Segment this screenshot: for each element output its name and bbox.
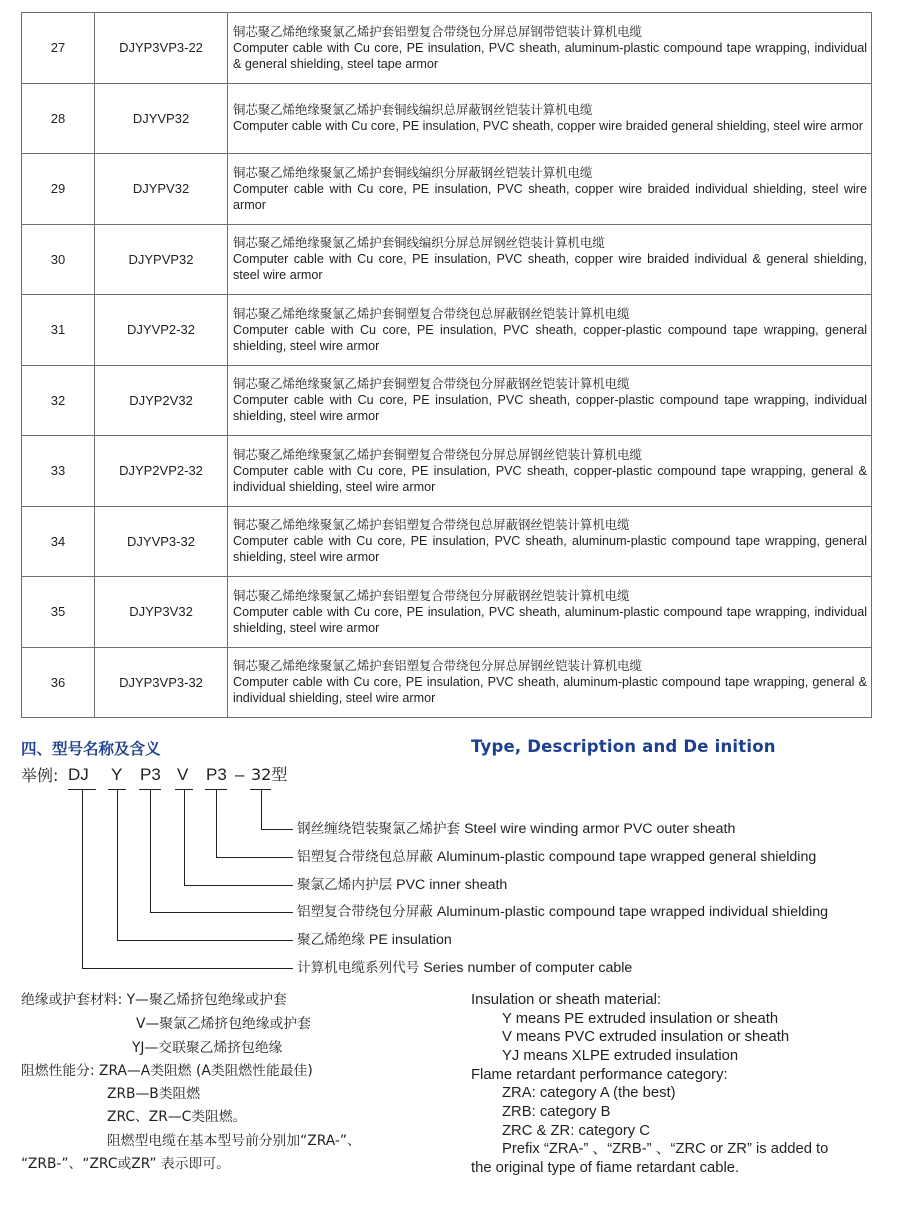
example-part-32: 32型 <box>251 765 288 784</box>
leader-line-4 <box>151 790 294 913</box>
label-individual-shielding: 铝塑复合带绕包分屏蔽 Aluminum-plastic compound tape wrapped individual shielding <box>297 904 829 920</box>
row-description-en: Computer cable with Cu core, PE insulation, PVC sheath, copper-plastic compound tape wrapping, general & individual shielding, steel wire armor <box>233 463 867 494</box>
materials-zh-line-7: 阻燃型电缆在基本型号前分别加“ZRA-”、 <box>107 1133 361 1149</box>
row-number: 36 <box>22 647 95 718</box>
row-number: 32 <box>22 365 95 436</box>
materials-zh-line-6: ZRC、ZR—C类阻燃。 <box>107 1109 247 1125</box>
example-part-dj: DJ <box>68 765 89 784</box>
leader-line-1 <box>262 790 294 830</box>
row-number: 29 <box>22 154 95 225</box>
materials-en-line-6: ZRA: category A (the best) <box>502 1085 676 1101</box>
materials-en-line-3: V means PVC extruded insulation or sheath <box>502 1029 790 1045</box>
materials-en-line-2: Y means PE extruded insulation or sheath <box>502 1011 779 1027</box>
materials-en-line-5: Flame retardant performance category: <box>471 1067 728 1083</box>
example-prefix: 举例: <box>21 766 59 785</box>
row-description-zh: 铜芯聚乙烯绝缘聚氯乙烯护套铜塑复合带绕包总屏蔽钢丝铠装计算机电缆 <box>233 305 630 321</box>
materials-en-line-4: YJ means XLPE extruded insulation <box>502 1048 739 1064</box>
row-model: DJYPV32 <box>95 154 228 225</box>
row-description-zh: 铜芯聚乙烯绝缘聚氯乙烯护套铝塑复合带绕包分屏总屏钢带铠装计算机电缆 <box>233 23 642 39</box>
leader-line-5 <box>118 790 294 941</box>
row-number: 27 <box>22 13 95 84</box>
row-model: DJYP3V32 <box>95 577 228 648</box>
row-model: DJYP2VP2-32 <box>95 436 228 507</box>
row-description-zh: 铜芯聚乙烯绝缘聚氯乙烯护套铜线编织分屏总屏钢丝铠装计算机电缆 <box>233 235 605 251</box>
materials-en-line-8: ZRC & ZR: category C <box>502 1123 650 1139</box>
example-part-dash: – <box>235 765 245 784</box>
leader-line-2 <box>217 790 294 858</box>
materials-zh-line-4: 阻燃性能分: ZRA—A类阻燃 (A类阻燃性能最佳) <box>21 1063 313 1079</box>
example-part-p3-b: P3 <box>206 765 227 784</box>
example-part-p3-a: P3 <box>140 765 161 784</box>
row-model: DJYVP3-32 <box>95 506 228 577</box>
row-description-zh: 铜芯聚乙烯绝缘聚氯乙烯护套铝塑复合带绕包分屏蔽钢丝铠装计算机电缆 <box>233 587 630 603</box>
row-description-en: Computer cable with Cu core, PE insulation, PVC sheath, copper-plastic compound tape wrapping, general shielding, steel wire armor <box>233 322 867 353</box>
row-number: 28 <box>22 83 95 154</box>
label-pe-insulation: 聚乙烯绝缘 PE insulation <box>297 932 452 948</box>
materials-zh-line-5: ZRB—B类阻燃 <box>107 1086 201 1102</box>
example-part-v: V <box>177 765 189 784</box>
row-description-en: Computer cable with Cu core, PE insulation, PVC sheath, aluminum-plastic compound tape wrapping, general shielding, steel wire armor <box>233 534 867 565</box>
materials-en-line-10: the original type of fiame retardant cable. <box>471 1160 740 1176</box>
example-part-y: Y <box>111 765 123 784</box>
row-number: 35 <box>22 577 95 648</box>
row-description-zh: 铜芯聚乙烯绝缘聚氯乙烯护套铜塑复合带绕包分屏总屏钢丝铠装计算机电缆 <box>233 446 642 462</box>
label-steel-wire-armor: 钢丝缠绕铠装聚氯乙烯护套 Steel wire winding armor PVC outer sheath <box>297 821 736 837</box>
row-description-en: Computer cable with Cu core, PE insulation, PVC sheath, copper wire braided individual shielding, steel wire armor <box>233 181 867 212</box>
leader-line-3 <box>185 790 294 886</box>
materials-zh-line-2: V—聚氯乙烯挤包绝缘或护套 <box>136 1016 312 1032</box>
row-description-en: Computer cable with Cu core, PE insulation, PVC sheath, aluminum-plastic compound tape wrapping, individual shielding, steel wire armor <box>233 604 867 635</box>
row-model: DJYVP2-32 <box>95 295 228 366</box>
row-model: DJYP3VP3-32 <box>95 647 228 718</box>
row-model: DJYVP32 <box>95 83 228 154</box>
materials-en-line-7: ZRB: category B <box>502 1104 611 1120</box>
row-description-zh: 铜芯聚乙烯绝缘聚氯乙烯护套铝塑复合带绕包总屏蔽钢丝铠装计算机电缆 <box>233 517 630 533</box>
row-description-zh: 铜芯聚乙烯绝缘聚氯乙烯护套铝塑复合带绕包分屏总屏钢丝铠装计算机电缆 <box>233 658 642 674</box>
row-number: 33 <box>22 436 95 507</box>
materials-zh-line-1: 绝缘或护套材料: Y—聚乙烯挤包绝缘或护套 <box>21 992 287 1008</box>
section-title-zh: 四、型号名称及含义 <box>21 740 161 758</box>
materials-en-line-1: Insulation or sheath material: <box>471 992 661 1008</box>
row-description-zh: 铜芯聚乙烯绝缘聚氯乙烯护套铜线编织分屏蔽钢丝铠装计算机电缆 <box>233 164 593 180</box>
row-description-en: Computer cable with Cu core, PE insulation, PVC sheath, copper-plastic compound tape wrapping, individual shielding, steel wire armor <box>233 393 867 424</box>
materials-en-line-9: Prefix “ZRA-” 、“ZRB-” 、“ZRC or ZR” is added to <box>502 1141 829 1157</box>
label-general-shielding: 铝塑复合带绕包总屏蔽 Aluminum-plastic compound tape wrapped general shielding <box>297 849 817 865</box>
row-model: DJYP3VP3-22 <box>95 13 228 84</box>
row-model: DJYP2V32 <box>95 365 228 436</box>
row-model: DJYPVP32 <box>95 224 228 295</box>
row-number: 31 <box>22 295 95 366</box>
label-pvc-inner-sheath: 聚氯乙烯内护层 PVC inner sheath <box>297 877 508 893</box>
row-number: 34 <box>22 506 95 577</box>
row-description-zh: 铜芯聚乙烯绝缘聚氯乙烯护套铜线编织总屏蔽钢丝铠装计算机电缆 <box>233 102 593 118</box>
row-description-en: Computer cable with Cu core, PE insulation, PVC sheath, copper wire braided individual & general shielding, steel wire armor <box>233 252 867 283</box>
materials-zh-line-8: “ZRB-”、“ZRC或ZR” 表示即可。 <box>21 1156 230 1172</box>
row-number: 30 <box>22 224 95 295</box>
row-description-en: Computer cable with Cu core, PE insulation, PVC sheath, copper wire braided general shielding, steel wire armor <box>233 119 864 134</box>
label-series-number: 计算机电缆系列代号 Series number of computer cable <box>297 960 633 976</box>
section-title-en: Type, Description and De inition <box>471 737 776 756</box>
row-description-en: Computer cable with Cu core, PE insulation, PVC sheath, aluminum-plastic compound tape wrapping, general & individual shielding, steel wire armor <box>233 675 867 706</box>
materials-zh-line-3: YJ—交联聚乙烯挤包绝缘 <box>132 1040 283 1056</box>
row-description-en: Computer cable with Cu core, PE insulation, PVC sheath, aluminum-plastic compound tape wrapping, individual & general shielding, steel tape armor <box>233 40 867 71</box>
row-description-zh: 铜芯聚乙烯绝缘聚氯乙烯护套铜塑复合带绕包分屏蔽钢丝铠装计算机电缆 <box>233 376 630 392</box>
